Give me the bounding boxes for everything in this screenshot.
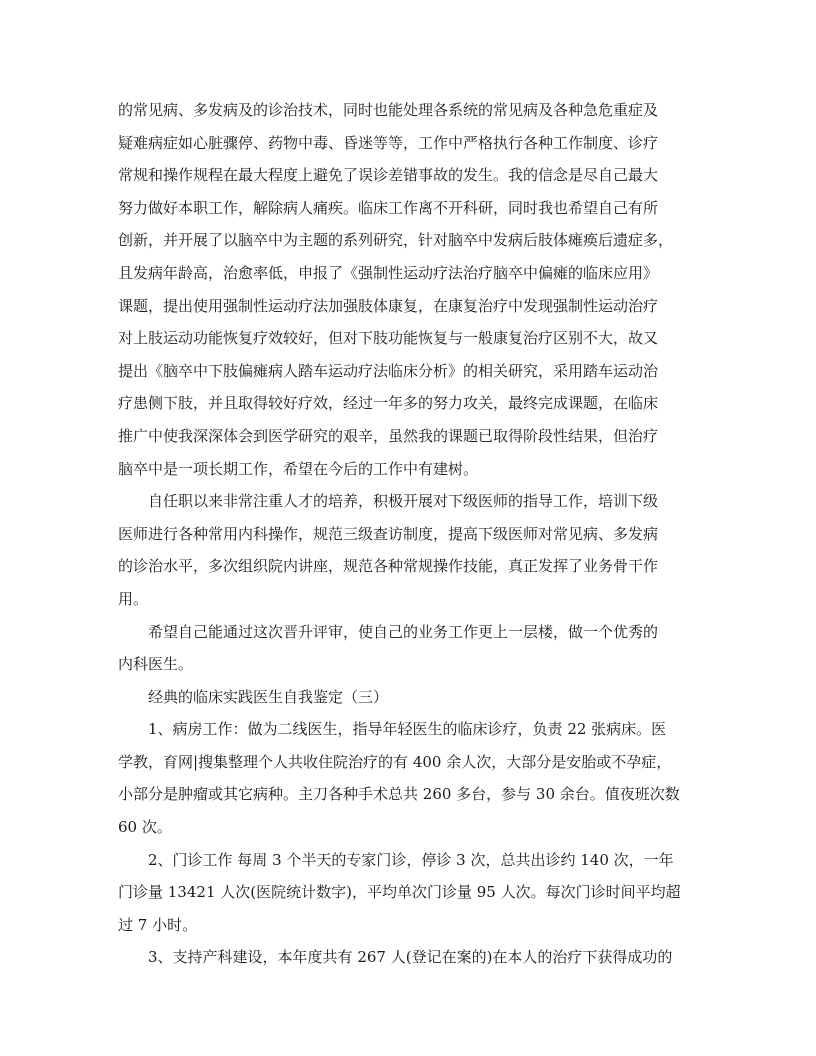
text-line: 门诊量 13421 人次(医院统计数字)，平均单次门诊量 95 人次。每次门诊时间平均超 xyxy=(118,883,681,902)
text-line: 疗患侧下肢，并且取得较好疗效，经过一年多的努力攻关，最终完成课题，在临床 xyxy=(118,394,659,413)
text-line: 1、病房工作：做为二线医生，指导年轻医生的临床诊疗，负责 22 张病床。医 xyxy=(148,720,667,739)
text-line: 2、门诊工作 每周 3 个半天的专家门诊，停诊 3 次，总共出诊约 140 次，一年 xyxy=(148,850,674,869)
text-line: 的诊治水平，多次组织院内讲座，规范各种常规操作技能，真正发挥了业务骨干作 xyxy=(118,557,659,576)
text-line: 学教，育网|搜集整理个人共收住院治疗的有 400 余人次，大部分是安胎或不孕症， xyxy=(118,752,672,771)
text-line: 努力做好本职工作，解除病人痛疾。临床工作离不开科研，同时我也希望自己有所 xyxy=(118,198,659,217)
text-line: 常规和操作规程在最大程度上避免了误诊差错事故的发生。我的信念是尽自己最大 xyxy=(118,166,659,185)
paragraph-obstetrics-support xyxy=(118,941,700,974)
paragraph-clinical-research xyxy=(118,94,700,485)
text-line: 小部分是肿瘤或其它病种。主刀各种手术总共 260 多台，参与 30 余台。值夜班次数 xyxy=(118,785,680,804)
paragraph-ward-work xyxy=(118,713,700,843)
text-line: 过 7 小时。 xyxy=(118,915,198,934)
text-line: 且发病年龄高，治愈率低，申报了《强制性运动疗法治疗脑卒中偏瘫的临床应用》 xyxy=(118,263,659,282)
document-body xyxy=(118,94,700,974)
text-line: 医师进行各种常用内科操作，规范三级查访制度，提高下级医师对常见病、多发病 xyxy=(118,524,659,543)
text-line: 自任职以来非常注重人才的培养，积极开展对下级医师的指导工作，培训下级 xyxy=(148,492,659,511)
text-line: 脑卒中是一项长期工作，希望在今后的工作中有建树。 xyxy=(118,459,479,478)
paragraph-outpatient-work xyxy=(118,844,700,942)
paragraph-promotion-hope xyxy=(118,616,700,681)
text-line: 疑难病症如心脏骤停、药物中毒、昏迷等等，工作中严格执行各种工作制度、诊疗 xyxy=(118,133,659,152)
text-line: 提出《脑卒中下肢偏瘫病人踏车运动疗法临床分析》的相关研究，采用踏车运动治 xyxy=(118,361,659,380)
paragraph-staff-training xyxy=(118,485,700,615)
text-line: 用。 xyxy=(118,589,149,608)
text-line: 3、支持产科建设，本年度共有 267 人(登记在案的)在本人的治疗下获得成功的 xyxy=(148,948,673,967)
heading-text: 经典的临床实践医生自我鉴定（三） xyxy=(148,687,389,706)
text-line: 的常见病、多发病及的诊治技术，同时也能处理各系统的常见病及各种急危重症及 xyxy=(118,101,659,119)
text-line: 对上肢运动功能恢复疗效较好，但对下肢功能恢复与一般康复治疗区别不大，故又 xyxy=(118,329,659,348)
text-line: 希望自己能通过这次晋升评审，使自己的业务工作更上一层楼，做一个优秀的 xyxy=(148,622,659,641)
text-line: 60 次。 xyxy=(118,818,172,837)
text-line: 创新，并开展了以脑卒中为主题的系列研究，针对脑卒中发病后肢体瘫痪后遗症多， xyxy=(118,231,674,250)
text-line: 内科医生。 xyxy=(118,655,194,674)
section-heading xyxy=(118,681,700,714)
text-line: 推广中使我深深体会到医学研究的艰辛，虽然我的课题已取得阶段性结果，但治疗 xyxy=(118,426,659,445)
text-line: 课题，提出使用强制性运动疗法加强肢体康复，在康复治疗中发现强制性运动治疗 xyxy=(118,296,659,315)
